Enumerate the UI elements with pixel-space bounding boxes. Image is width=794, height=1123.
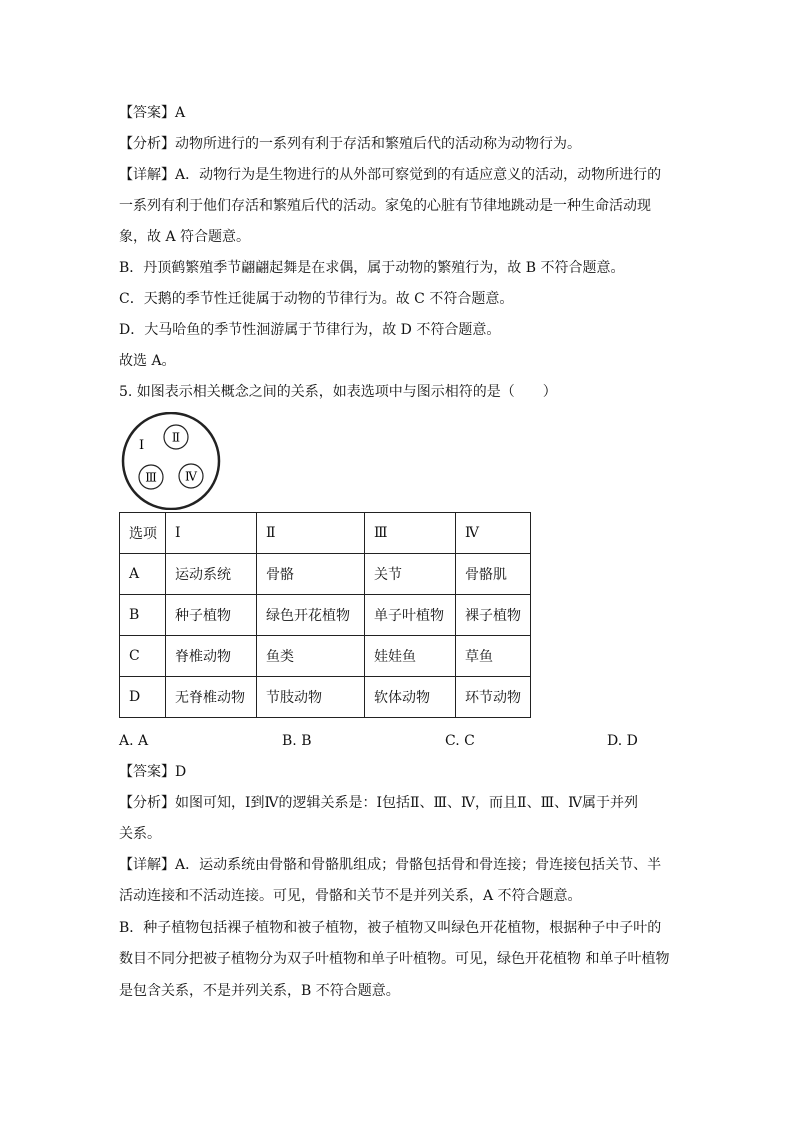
table-cell: 骨骼肌: [456, 554, 531, 595]
table-cell: 鱼类: [257, 636, 365, 677]
table-cell: 运动系统: [166, 554, 257, 595]
inner-label-iii: Ⅲ: [145, 470, 157, 485]
detail-line: 数目不同分把被子植物分为双子叶植物和单子叶植物。可见，绿色开花植物 和单子叶植物: [119, 951, 670, 967]
table-cell: 种子植物: [166, 595, 257, 636]
table-cell: C: [120, 636, 166, 677]
analysis-line: 关系。: [119, 826, 161, 842]
option-d-explanation: D．大马哈鱼的季节性洄游属于节律行为，故 D 不符合题意。: [119, 322, 501, 338]
table-cell: 环节动物: [456, 677, 531, 718]
table-cell: 关节: [365, 554, 456, 595]
table-row: [120, 554, 531, 595]
options-table: [119, 512, 531, 718]
table-cell: D: [120, 677, 166, 718]
table-cell: 单子叶植物: [365, 595, 456, 636]
choice-conclusion: 故选 A。: [119, 353, 176, 369]
table-header-cell: Ⅳ: [456, 513, 531, 554]
answer-line: 【答案】D: [119, 764, 187, 780]
table-row: [120, 636, 531, 677]
detail-line: B．种子植物包括裸子植物和被子植物，被子植物又叫绿色开花植物，根据种子中子叶的: [119, 920, 662, 936]
analysis-line: 【分析】如图可知，Ⅰ到Ⅳ的逻辑关系是：Ⅰ包括Ⅱ、Ⅲ、Ⅳ，而且Ⅱ、Ⅲ、Ⅳ属于并列: [119, 795, 639, 811]
table-cell: 骨骼: [257, 554, 365, 595]
table-cell: 草鱼: [456, 636, 531, 677]
table-header-row: [120, 513, 531, 554]
table-cell: 绿色开花植物: [257, 595, 365, 636]
option-c-explanation: C．天鹅的季节性迁徙属于动物的节律行为。故 C 不符合题意。: [119, 291, 514, 307]
table-cell: 节肢动物: [257, 677, 365, 718]
detail-line: 是包含关系，不是并列关系，B 不符合题意。: [119, 983, 400, 999]
inner-label-iv: Ⅳ: [185, 469, 197, 484]
answer-line: 【答案】A: [119, 105, 186, 121]
table-cell: 无脊椎动物: [166, 677, 257, 718]
question-5-stem: 5. 如图表示相关概念之间的关系，如表选项中与图示相符的是（ ）: [119, 384, 557, 400]
table-header-cell: Ⅲ: [365, 513, 456, 554]
detail-line: 活动连接和不活动连接。可见，骨骼和关节不是并列关系，A 不符合题意。: [119, 888, 582, 904]
choice-a: A. A: [119, 733, 149, 749]
choice-d: D. D: [607, 733, 638, 749]
concept-diagram: [120, 412, 222, 510]
table-cell: 娃娃鱼: [365, 636, 456, 677]
analysis-line: 【分析】动物所进行的一系列有利于存活和繁殖后代的活动称为动物行为。: [119, 136, 581, 152]
table-cell: 脊椎动物: [166, 636, 257, 677]
table-header-cell: 选项: [120, 513, 166, 554]
table-header-cell: Ⅱ: [257, 513, 365, 554]
detail-line: 【详解】A．运动系统由骨骼和骨骼肌组成；骨骼包括骨和骨连接；骨连接包括关节、半: [119, 857, 662, 873]
table-cell: B: [120, 595, 166, 636]
table-row: [120, 677, 531, 718]
table-cell: 裸子植物: [456, 595, 531, 636]
choice-b: B. B: [282, 733, 312, 749]
outer-circle: [123, 413, 219, 509]
option-b-explanation: B．丹顶鹤繁殖季节翩翩起舞是在求偶，属于动物的繁殖行为，故 B 不符合题意。: [119, 260, 625, 276]
table-header-cell: I: [166, 513, 257, 554]
choice-c: C. C: [445, 733, 475, 749]
detail-line: 一系列有利于他们存活和繁殖后代的活动。家兔的心脏有节律地跳动是一种生命活动现: [119, 198, 651, 214]
detail-line: 象，故 A 符合题意。: [119, 229, 251, 245]
table-cell: 软体动物: [365, 677, 456, 718]
detail-line: 【详解】A．动物行为是生物进行的从外部可察觉到的有适应意义的活动，动物所进行的: [119, 167, 662, 183]
outer-label: I: [139, 438, 145, 453]
table-row: [120, 595, 531, 636]
table-cell: A: [120, 554, 166, 595]
inner-label-ii: Ⅱ: [171, 430, 181, 445]
